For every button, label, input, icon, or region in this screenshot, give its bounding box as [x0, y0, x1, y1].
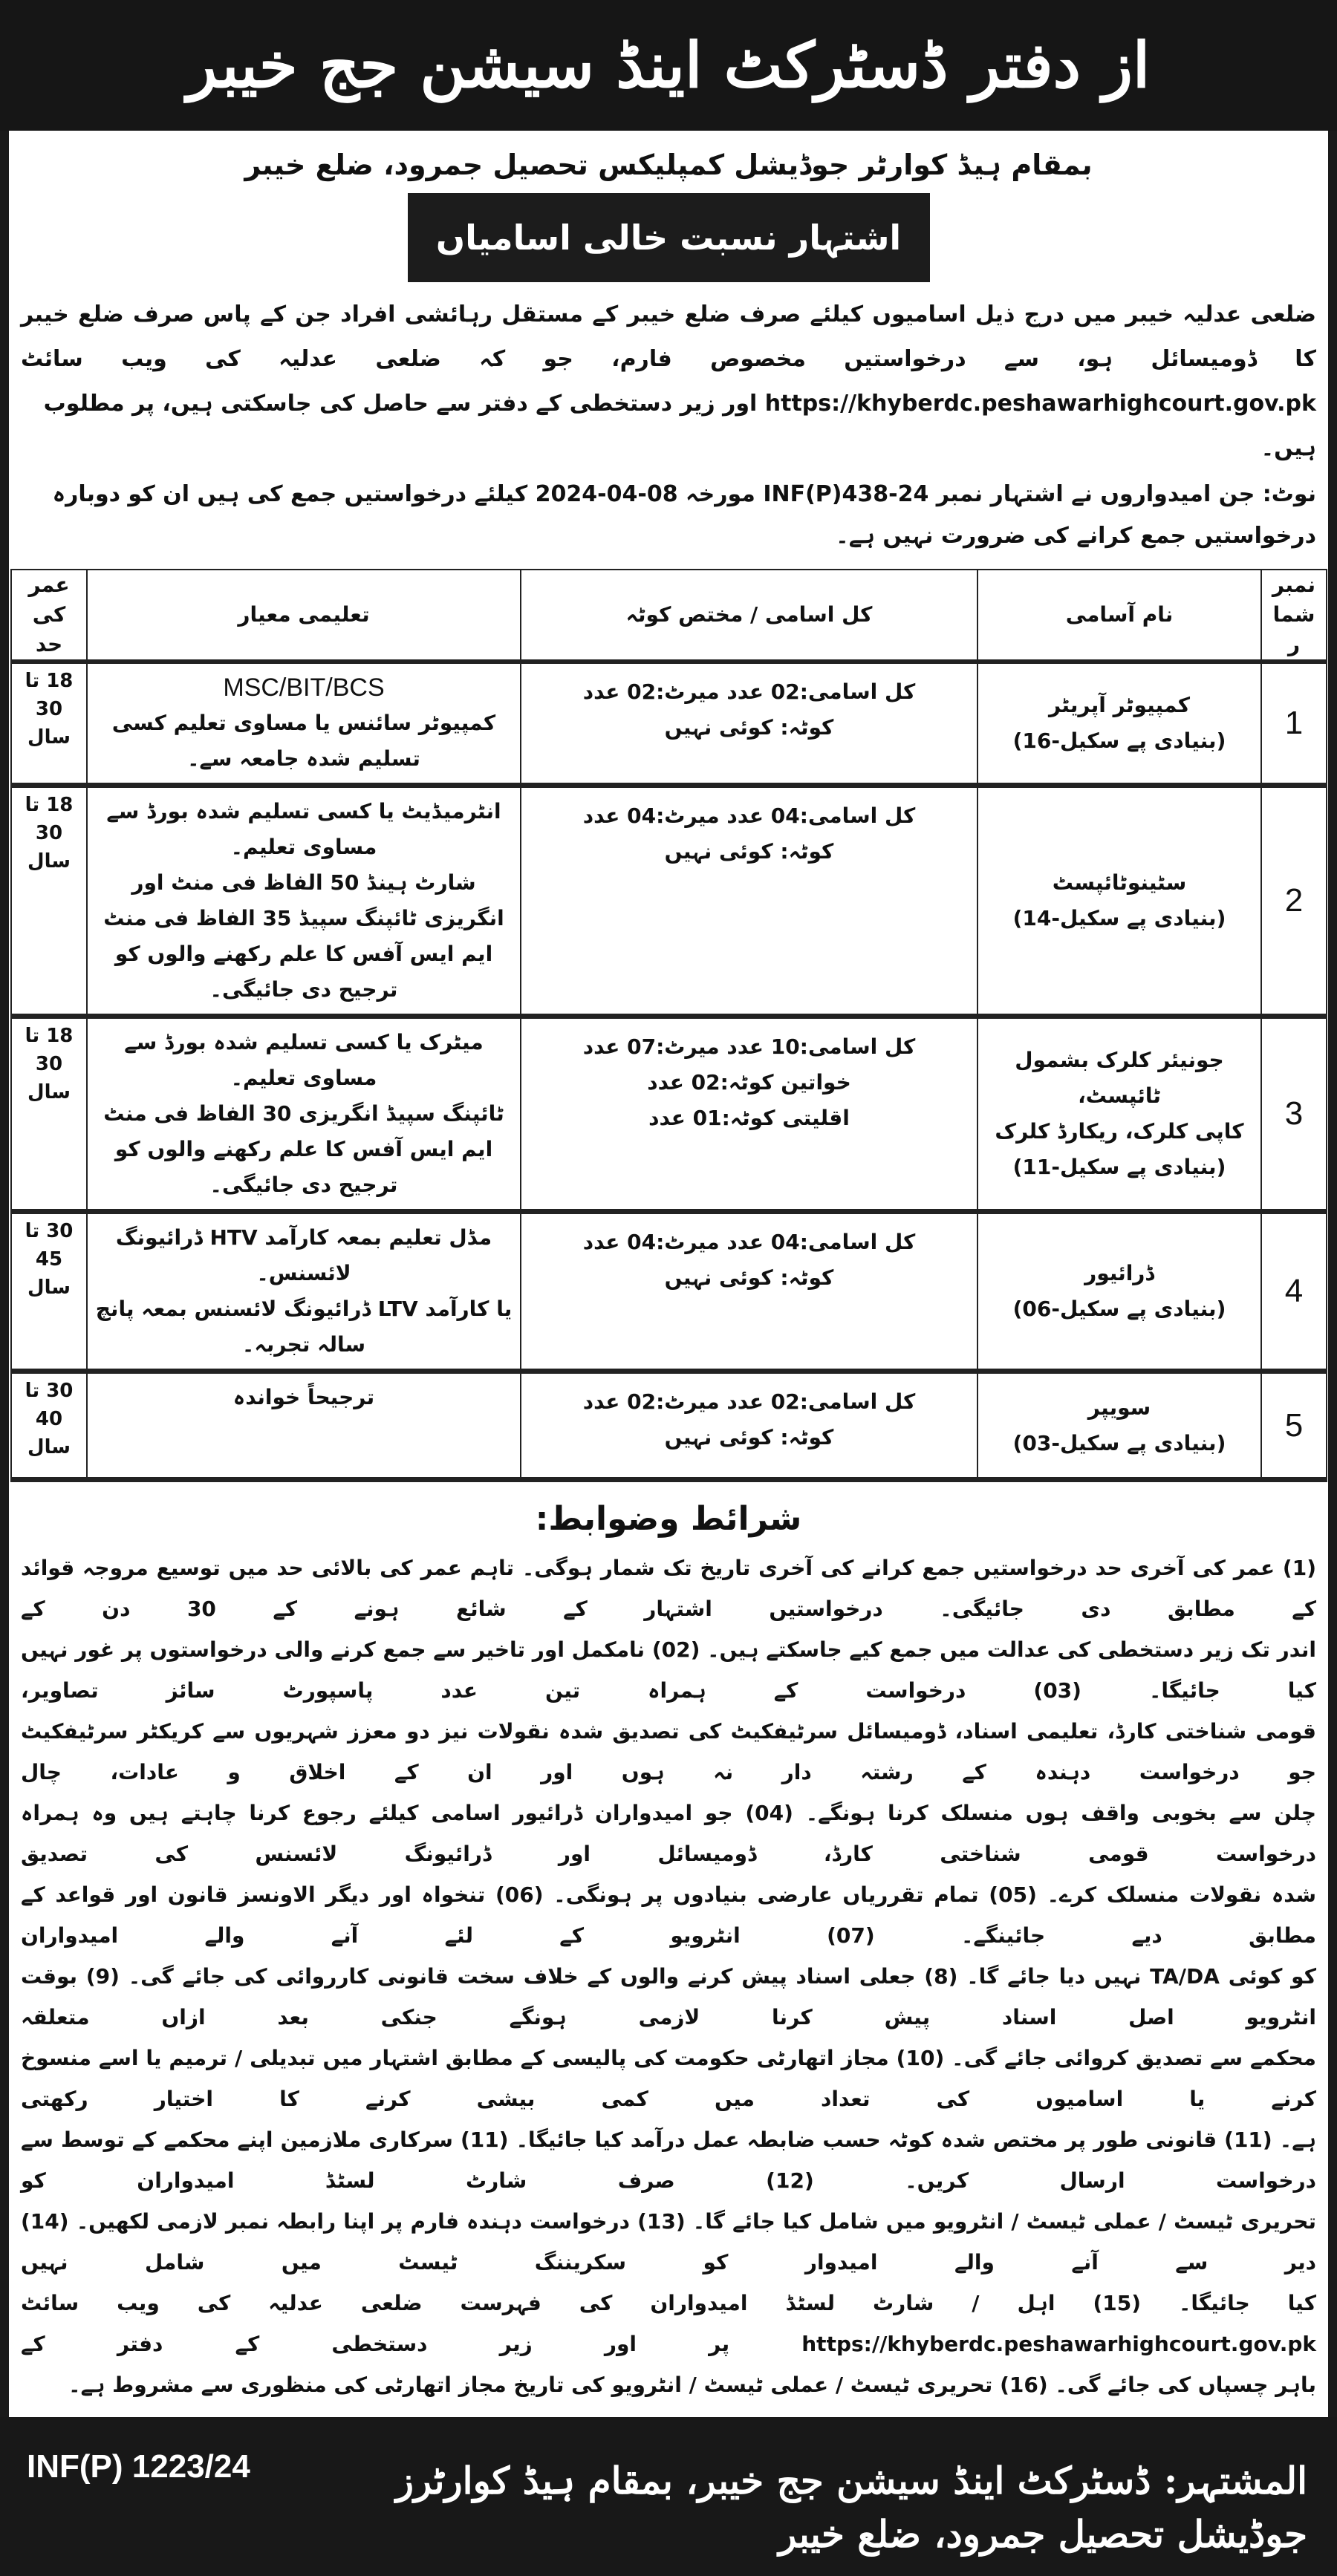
- advertiser: المشتہر: ڈسٹرکٹ اینڈ سیشن جج خیبر، بمقام ہیڈ کوارٹرز جوڈیشل تحصیل جمرود، ضلع خیبر: [395, 2459, 1307, 2556]
- header-quota: کل اسامی / مختص کوٹہ: [521, 570, 977, 662]
- education-line: شارٹ ہینڈ 50 الفاظ فی منٹ اور انگریزی ٹائپنگ سپیڈ 35 الفاظ فی منٹ: [103, 870, 504, 930]
- quota-cell: [521, 786, 977, 1017]
- condition-line: قومی شناختی کارڈ، تعلیمی اسناد، ڈومیسائل سرٹیفکیٹ کی تصدیق شدہ نقولات نیز دو معزز شہریوں سے کریکٹر سرٹیفکیٹ جو درخواست دہندہ کے رشتہ دار نہ ہوں اور ان کے اخلاق و عادات، چال: [21, 1719, 1316, 1784]
- header-age: عمر کی حد: [11, 570, 87, 662]
- age-cell: [11, 1017, 87, 1212]
- post-name-cell: [977, 1372, 1261, 1480]
- quota-line: کل اسامی:04 عدد میرٹ:04 عدد: [582, 1230, 916, 1254]
- page-title: از دفتر ڈسٹرکٹ اینڈ سیشن جج خیبر: [186, 27, 1151, 102]
- serial-cell: 4: [1261, 1212, 1327, 1372]
- quota-line: کل اسامی:02 عدد میرٹ:02 عدد: [582, 679, 916, 704]
- age-line: سال: [27, 726, 71, 749]
- education-cell: [87, 786, 521, 1017]
- quota-cell: [521, 662, 977, 786]
- note-paragraph: [21, 474, 1316, 557]
- subtitle: بمقام ہیڈ کوارٹر جوڈیشل کمپلیکس تحصیل جمرود، ضلع خیبر: [244, 149, 1093, 181]
- quota-line: کوٹہ: کوئی نہیں: [664, 839, 834, 864]
- education-line: یا کارآمد LTV ڈرائیونگ لائسنس بمعہ پانچ سالہ تجربہ۔: [95, 1297, 513, 1357]
- education-line: ایم ایس آفس کا علم رکھنے والوں کو ترجیح دی جائیگی۔: [114, 1137, 493, 1197]
- age-line: سال: [27, 850, 71, 873]
- reference-number: INF(P) 1223/24: [27, 2448, 250, 2485]
- post-name-cell: [977, 1017, 1261, 1212]
- post-name-line: کمپیوٹر آپریٹر: [1048, 693, 1191, 717]
- education-cell: [87, 1372, 521, 1480]
- post-name-line: (بنیادی پے سکیل-14): [1012, 906, 1226, 930]
- post-name-line: سویپر: [1087, 1395, 1151, 1420]
- table-row: [11, 1017, 1327, 1212]
- age-line: 18 تا 30: [25, 794, 74, 844]
- post-name-line: (بنیادی پے سکیل-16): [1012, 728, 1226, 753]
- condition-line: اندر تک زیر دستخطی کی عدالت میں جمع کیے جاسکتے ہیں۔ (02) نامکمل اور تاخیر سے جمع کرنے والی درخواستوں پر غور نہیں کیا جائیگا۔ (03) درخواست کے ہمراہ تین عدد پاسپورٹ سائز تصاویر،: [21, 1637, 1316, 1703]
- post-name-line: (بنیادی پے سکیل-03): [1012, 1430, 1226, 1455]
- quota-line: کوٹہ: کوئی نہیں: [664, 1265, 834, 1290]
- post-name-cell: [977, 786, 1261, 1017]
- intro-paragraph: [21, 293, 1316, 471]
- table-row: [11, 1212, 1327, 1372]
- condition-line: باہر چسپاں کی جائے گی۔ (16) تحریری ٹیسٹ / عملی ٹیسٹ / انٹرویو کی تاریخ مجاز اتھارٹی کی منظوری سے مشروط ہے۔: [68, 2373, 1316, 2397]
- age-line: 30 تا 45: [25, 1220, 74, 1271]
- age-line: 18 تا 30: [25, 1025, 74, 1075]
- condition-line: محکمے سے تصدیق کروائی جائے گی۔ (10) مجاز اتھارٹی حکومت کی پالیسی کے مطابق اشتہار میں تبدیلی / ترمیم یا اسے منسوخ کرنے یا اسامیوں کی تعداد میں کمی بیشی کرنے کا اختیار رکھتی: [21, 2046, 1316, 2111]
- quota-line: کل اسامی:10 عدد میرٹ:07 عدد: [582, 1034, 916, 1059]
- quota-cell: [521, 1017, 977, 1212]
- header-education: تعلیمی معیار: [87, 570, 521, 662]
- age-cell: [11, 662, 87, 786]
- education-cell: [87, 1212, 521, 1372]
- post-name-line: سٹینوٹائپسٹ: [1052, 870, 1187, 895]
- intro-line: https://khyberdc.peshawarhighcourt.gov.pk اور زیر دستخطی کے دفتر سے حاصل کی جاسکتی ہیں، پر مطلوب ہیں۔: [43, 391, 1316, 461]
- education-line: ایم ایس آفس کا علم رکھنے والوں کو ترجیح دی جائیگی۔: [114, 942, 493, 1002]
- footer-band: [0, 2417, 1337, 2576]
- quota-line: اقلیتی کوٹہ:01 عدد: [648, 1106, 850, 1130]
- education-line: مڈل تعلیم بمعہ کارآمد HTV ڈرائیونگ لائسنس۔: [115, 1225, 492, 1285]
- age-cell: [11, 786, 87, 1017]
- age-line: سال: [27, 1276, 71, 1299]
- condition-line: ہے۔ (11) قانونی طور پر مختص شدہ کوٹہ حسب ضابطہ عمل درآمد کیا جائیگا۔ (11) سرکاری ملازمین اپنے محکمے کے توسط سے درخواست ارسال کریں۔ (12) صرف شارٹ لسٹڈ امیدواران کو: [21, 2127, 1317, 2193]
- post-name-line: کاپی کلرک، ریکارڈ کلرک: [995, 1119, 1244, 1144]
- education-cell: [87, 1017, 521, 1212]
- age-line: 30 تا 40: [25, 1380, 74, 1430]
- post-name-cell: [977, 662, 1261, 786]
- header-band: [0, 0, 1337, 131]
- education-line: انٹرمیڈیٹ یا کسی تسلیم شدہ بورڈ سے مساوی تعلیم۔: [106, 799, 501, 859]
- age-cell: [11, 1212, 87, 1372]
- age-line: سال: [27, 1436, 71, 1458]
- education-line: ترجیحاً خواندہ: [232, 1385, 375, 1409]
- note-text: نوٹ: جن امیدواروں نے اشتہار نمبر INF(P)438-24 مورخہ 08-04-2024 کیلئے درخواستیں جمع کی ہیں ان کو دوبارہ درخواستیں جمع کرانے کی ضرورت نہیں ہے۔: [52, 481, 1316, 549]
- header-name: نام آسامی: [977, 570, 1261, 662]
- spacer: [9, 2405, 1328, 2417]
- ad-heading: اشتہار نسبت خالی اسامیاں: [435, 218, 902, 258]
- education-line: میٹرک یا کسی تسلیم شدہ بورڈ سے مساوی تعلیم۔: [124, 1030, 484, 1090]
- serial-cell: 1: [1261, 662, 1327, 786]
- education-line: کمپیوٹر سائنس یا مساوی تعلیم کسی تسلیم شدہ جامعہ سے۔: [111, 711, 496, 771]
- table-row: [11, 662, 1327, 786]
- serial-cell: 5: [1261, 1372, 1327, 1480]
- post-name-cell: [977, 1212, 1261, 1372]
- table-header-row: [11, 570, 1327, 662]
- quota-cell: [521, 1372, 977, 1480]
- table-row: [11, 786, 1327, 1017]
- post-name-line: (بنیادی پے سکیل-11): [1012, 1155, 1226, 1179]
- condition-line: کیا جائیگا۔ (15) اہل / شارٹ لسٹڈ امیدواران کی فہرست ضلعی عدلیہ کی ویب سائٹ https://khyberdc.peshawarhighcourt.gov.pk پر اور زیر دستخطی کے دفتر کے: [21, 2291, 1317, 2356]
- conditions-title: شرائط وضوابط:: [535, 1500, 802, 1538]
- age-line: 18 تا 30: [25, 670, 74, 720]
- education-line: MSC/BIT/BCS: [223, 674, 385, 702]
- intro-line: ضلعی عدلیہ خیبر میں درج ذیل اسامیوں کیلئے صرف ضلع خیبر کے مستقل رہائشی افراد جن کے پاس صرف ضلع خیبر کا ڈومیسائل ہو، سے درخواستیں مخصوص فارم، جو کہ ضلعی عدلیہ کی ویب سائٹ: [21, 301, 1316, 372]
- quota-line: کل اسامی:04 عدد میرٹ:04 عدد: [582, 803, 916, 828]
- quota-line: کوٹہ: کوئی نہیں: [664, 1425, 834, 1450]
- age-line: سال: [27, 1081, 71, 1103]
- ad-heading-box: [408, 193, 930, 282]
- conditions-paragraph: [21, 1548, 1316, 2405]
- education-line: ٹائپنگ سپیڈ انگریزی 30 الفاظ فی منٹ: [103, 1101, 504, 1126]
- quota-line: کوٹہ: کوئی نہیں: [664, 715, 834, 740]
- ad-heading-wrap: [9, 193, 1328, 282]
- condition-line: چلن سے بخوبی واقف ہوں منسلک کرنا ہونگے۔ (04) جو امیدواران ڈرائیور اسامی کیلئے رجوع کرنا چاہتے ہیں وہ ہمراہ درخواست قومی شناختی کارڈ، ڈومیسائل اور ڈرائیونگ لائسنس کی تصدیق: [21, 1801, 1317, 1866]
- age-cell: [11, 1372, 87, 1480]
- quota-line: خواتین کوٹہ:02 عدد: [647, 1070, 851, 1095]
- serial-cell: 2: [1261, 786, 1327, 1017]
- post-name-line: ڈرائیور: [1084, 1261, 1154, 1285]
- vacancies-table: [10, 569, 1327, 1482]
- serial-cell: 3: [1261, 1017, 1327, 1212]
- header-serial: نمبر شمار: [1261, 570, 1327, 662]
- quota-line: کل اسامی:02 عدد میرٹ:02 عدد: [582, 1389, 916, 1414]
- condition-line: کو کوئی TA/DA نہیں دیا جائے گا۔ (8) جعلی اسناد پیش کرنے والوں کے خلاف سخت قانونی کارروائی کی جائے گی۔ (9) بوقت انٹرویو اصل اسناد پیش کرنا لازمی ہونگے جنکی بعد ازاں متعلقہ: [21, 1964, 1317, 2029]
- condition-line: (1) عمر کی آخری حد درخواستیں جمع کرانے کی آخری تاریخ تک شمار ہوگی۔ تاہم عمر کی بالائی حد میں توسیع مروجہ قوائد کے مطابق دی جائیگی۔ درخواستیں اشتہار کے شائع ہونے کے 30 دن کے: [21, 1556, 1316, 1621]
- condition-line: تحریری ٹیسٹ / عملی ٹیسٹ / انٹرویو میں شامل کیا جائے گا۔ (13) درخواست دہندہ فارم پر اپنا رابطہ نمبر لازمی لکھیں۔ (14) دیر سے آنے والے امیدوار کو سکریننگ ٹیسٹ میں شامل نہیں: [21, 2209, 1316, 2275]
- post-name-line: جونیئر کلرک بشمول ٹائپسٹ،: [1015, 1048, 1224, 1108]
- quota-cell: [521, 1212, 977, 1372]
- condition-line: شدہ نقولات منسلک کرے۔ (05) تمام تقرریاں عارضی بنیادوں پر ہونگی۔ (06) تنخواہ اور دیگر الاونسز قانون اور قواعد کے مطابق دیے جائینگے۔ (07) انٹرویو کے لئے آنے والے امیدواران: [21, 1882, 1317, 1948]
- post-name-line: (بنیادی پے سکیل-06): [1012, 1297, 1226, 1321]
- table-row: [11, 1372, 1327, 1480]
- education-cell: [87, 662, 521, 786]
